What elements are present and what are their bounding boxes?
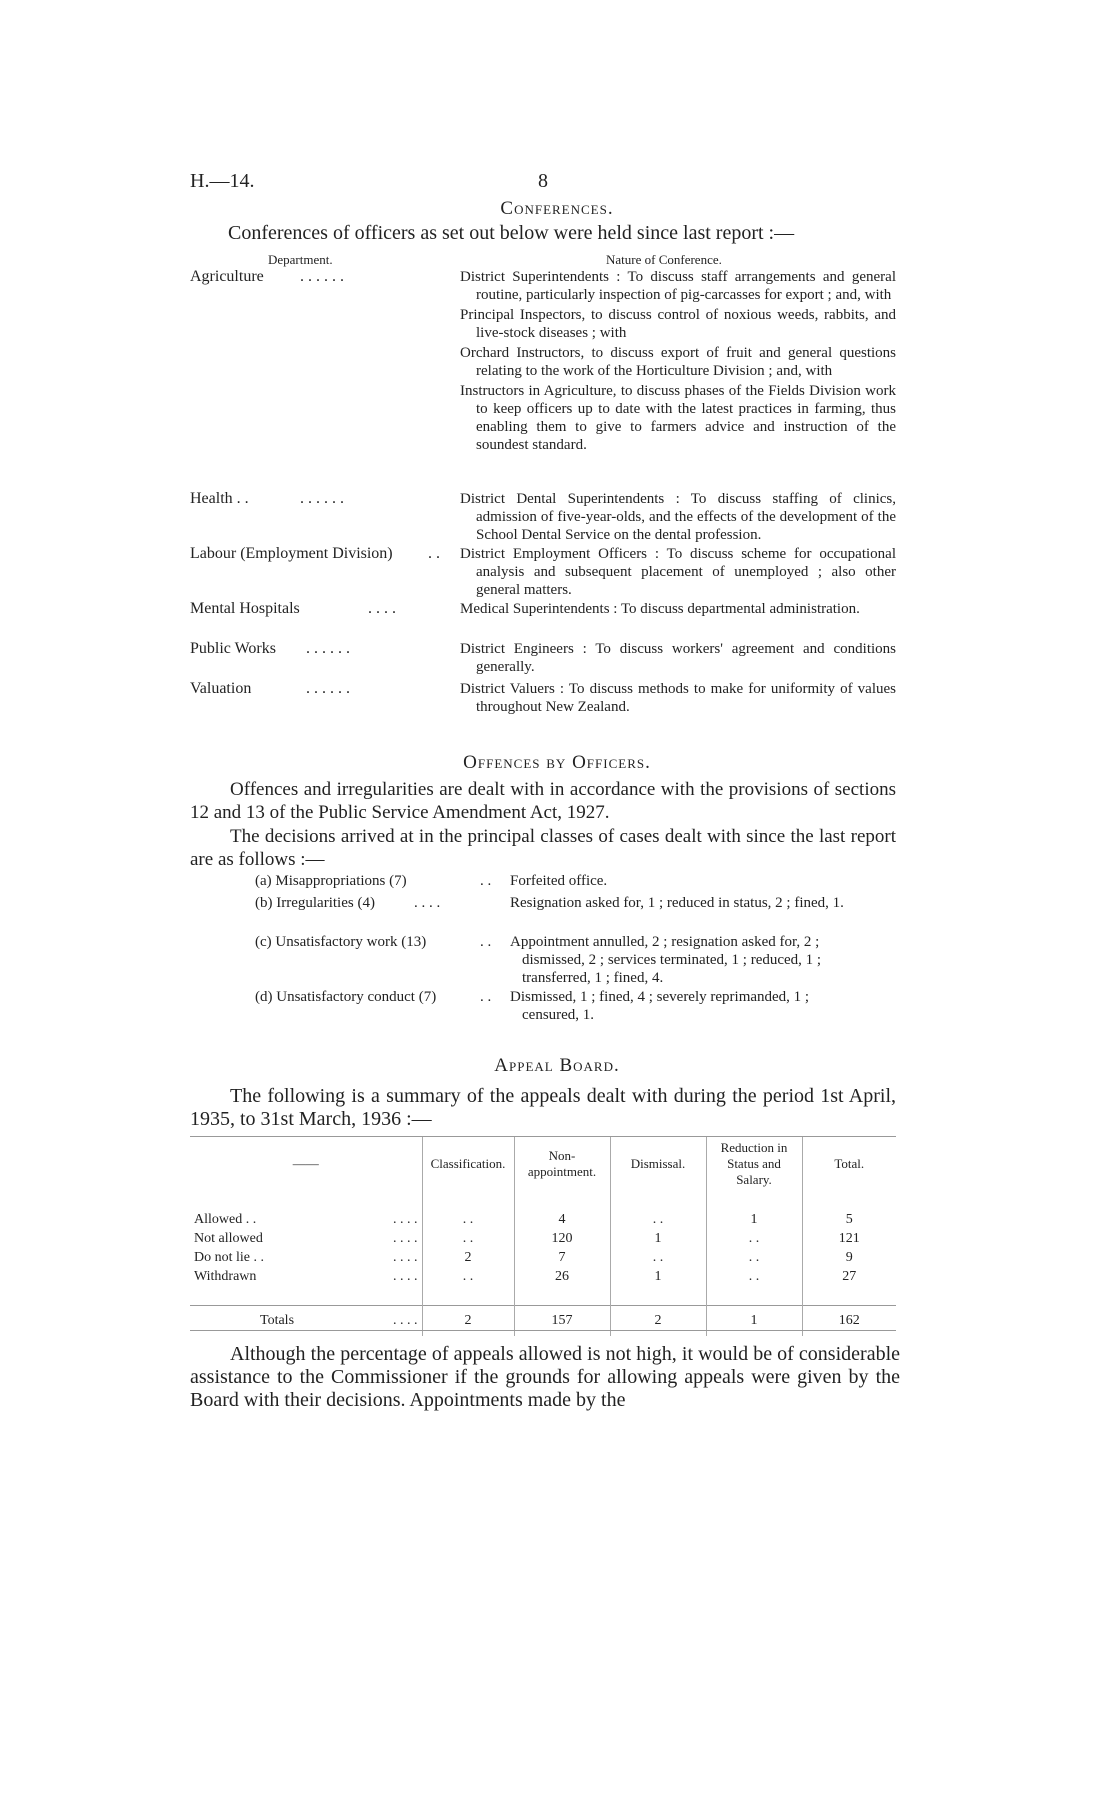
dot-leader: . . . . [368,600,396,617]
offence-label: (a) Misappropriations (7) [255,873,407,889]
dot-leader: . . [480,989,492,1005]
row-label: Allowed . . [194,1211,257,1227]
table-cell: . . [422,1229,514,1248]
header-cell: Reduction in Status and Salary. [706,1137,802,1191]
conferences-intro: Conferences of officers as set out below were held since last report :— [228,222,795,244]
header-cell: Non-appointment. [514,1137,610,1191]
conference-paragraph: Instructors in Agriculture, to discuss phases of the Fields Division work to keep officers up to date with the latest practices in farming, thus enabling them to give to farmers advice and instruction of the soundest standard. [460,383,896,453]
dot-leader: . . . . [393,1211,418,1227]
column-header-department: Department. [268,252,333,267]
dot-leader: . . . . . . [300,268,344,285]
offence-result: Resignation asked for, 1 ; reduced in status, 2 ; fined, 1. [510,895,844,911]
dept-label: Agriculture [190,268,264,285]
table-cell: 2 [422,1306,514,1336]
header-cell: —— [190,1137,422,1191]
conference-paragraph: Principal Inspectors, to discuss control of noxious weeds, rabbits, and live-stock diseases ; with [460,307,896,341]
offence-result: Appointment annulled, 2 ; resignation asked for, 2 ; dismissed, 2 ; services terminated, 1 ; reduced, 1 ; transferred, 1 ; fined, 4. [510,934,822,986]
dot-leader: . . . . [414,895,441,911]
offence-result: Forfeited office. [510,873,608,889]
appeal-board-intro: The following is a summary of the appeals dealt with during the period 1st April, 1935, to 31st March, 1936 :— [190,1085,896,1130]
header-cell: Dismissal. [610,1137,706,1191]
appeals-table [190,1137,896,1336]
dot-leader: . . . . [393,1230,418,1246]
totals-label: Totals [260,1312,295,1328]
table-cell: 1 [706,1306,802,1336]
table-cell: 121 [838,1230,860,1246]
table-cell: 27 [842,1268,857,1284]
table-cell: . . [422,1210,514,1229]
table-cell: 120 [514,1229,610,1248]
page-reference: H.—14. [190,170,255,192]
dot-leader: . . [480,873,492,889]
conference-paragraph: District Employment Officers : To discuss scheme for occupational analysis and subsequent placement of unemployed ; also other general matters. [460,546,896,598]
offences-heading: Offences by Officers. [463,752,651,773]
table-cell: . . [706,1248,802,1267]
dot-leader: . . . . [393,1249,418,1265]
conference-paragraph: Orchard Instructors, to discuss export of fruit and general questions relating to the work of the Horticulture Division ; and, with [460,345,896,379]
table-cell: . . [610,1248,706,1267]
row-label: Withdrawn [194,1268,257,1284]
dot-leader: . . . . . . [306,640,350,657]
header-cell: Classification. [422,1137,514,1191]
table-cell: 26 [514,1267,610,1286]
table-cell: 5 [845,1211,853,1227]
offences-paragraph: Offences and irregularities are dealt with in accordance with the provisions of sections 12 and 13 of the Public Service Amendment Act, 1927. [190,779,896,823]
page-number: 8 [538,170,548,192]
table-cell: 2 [422,1248,514,1267]
table-header-row [190,1137,896,1191]
offences-paragraph: The decisions arrived at in the principal classes of cases dealt with since the last report are as follows :— [190,826,896,870]
table-rule-bottom [190,1330,896,1331]
table-totals-row [190,1306,896,1336]
dot-leader: . . . . . . [306,680,350,697]
table-row [190,1267,896,1286]
row-label-cell [190,1229,422,1248]
dept-label: Health . . [190,490,249,507]
conferences-heading: Conferences. [500,198,614,219]
row-label-cell [190,1248,422,1267]
offence-result: Dismissed, 1 ; fined, 4 ; severely reprimanded, 1 ; censured, 1. [510,989,810,1023]
conference-paragraph: District Superintendents : To discuss staff arrangements and general routine, particularly inspection of pig-carcasses for export ; and, with [460,269,896,303]
conference-nature [460,268,896,454]
conference-paragraph: District Dental Superintendents : To discuss staffing of clinics, admission of five-year-olds, and the effects of the development of the School Dental Service on the dental profession. [460,491,896,543]
table-cell: 1 [610,1267,706,1286]
row-label: Do not lie . . [194,1249,264,1265]
table-cell: . . [422,1267,514,1286]
dept-label: Valuation [190,680,252,697]
table-row [190,1229,896,1248]
dot-leader: . . . . [393,1268,418,1284]
dot-leader: . . . . [393,1312,418,1328]
table-cell: 7 [514,1248,610,1267]
conference-paragraph: Medical Superintendents : To discuss departmental administration. [460,601,860,617]
table-cell: 9 [845,1249,853,1265]
offence-label: (d) Unsatisfactory conduct (7) [255,989,437,1005]
header-cell: Total. [834,1156,865,1171]
dept-label: Mental Hospitals [190,600,300,617]
table-cell: 4 [514,1210,610,1229]
table-cell: . . [706,1267,802,1286]
table-cell: 1 [610,1229,706,1248]
table-cell: . . [610,1210,706,1229]
dot-leader: . . [480,934,492,950]
offence-label: (c) Unsatisfactory work (13) [255,934,427,950]
appeal-board-heading: Appeal Board. [494,1055,620,1076]
table-cell: 162 [838,1312,860,1328]
conference-paragraph: District Valuers : To discuss methods to make for uniformity of values throughout New Zealand. [460,681,896,715]
table-row [190,1248,896,1267]
dept-label: Labour (Employment Division) [190,545,393,562]
offence-label: (b) Irregularities (4) [255,895,375,911]
table-cell: 157 [514,1306,610,1336]
table-cell: 1 [706,1210,802,1229]
row-label: Not allowed [194,1230,263,1246]
table-cell: . . [706,1229,802,1248]
column-header-nature: Nature of Conference. [606,252,722,267]
table-cell: 2 [610,1306,706,1336]
row-label-cell [190,1210,422,1229]
conference-paragraph: District Engineers : To discuss workers' agreement and conditions generally. [460,641,896,675]
appeal-board-closing: Although the percentage of appeals allowed is not high, it would be of considerable assistance to the Commissioner if the grounds for allowing appeals were given by the Board with their decisions. Appointments made by the [190,1343,900,1411]
table-row [190,1210,896,1229]
dot-leader: . . . . . . [300,490,344,507]
row-label-cell [190,1267,422,1286]
dept-label: Public Works [190,640,276,657]
row-label-cell [190,1306,422,1336]
dot-leader: . . [428,545,440,562]
